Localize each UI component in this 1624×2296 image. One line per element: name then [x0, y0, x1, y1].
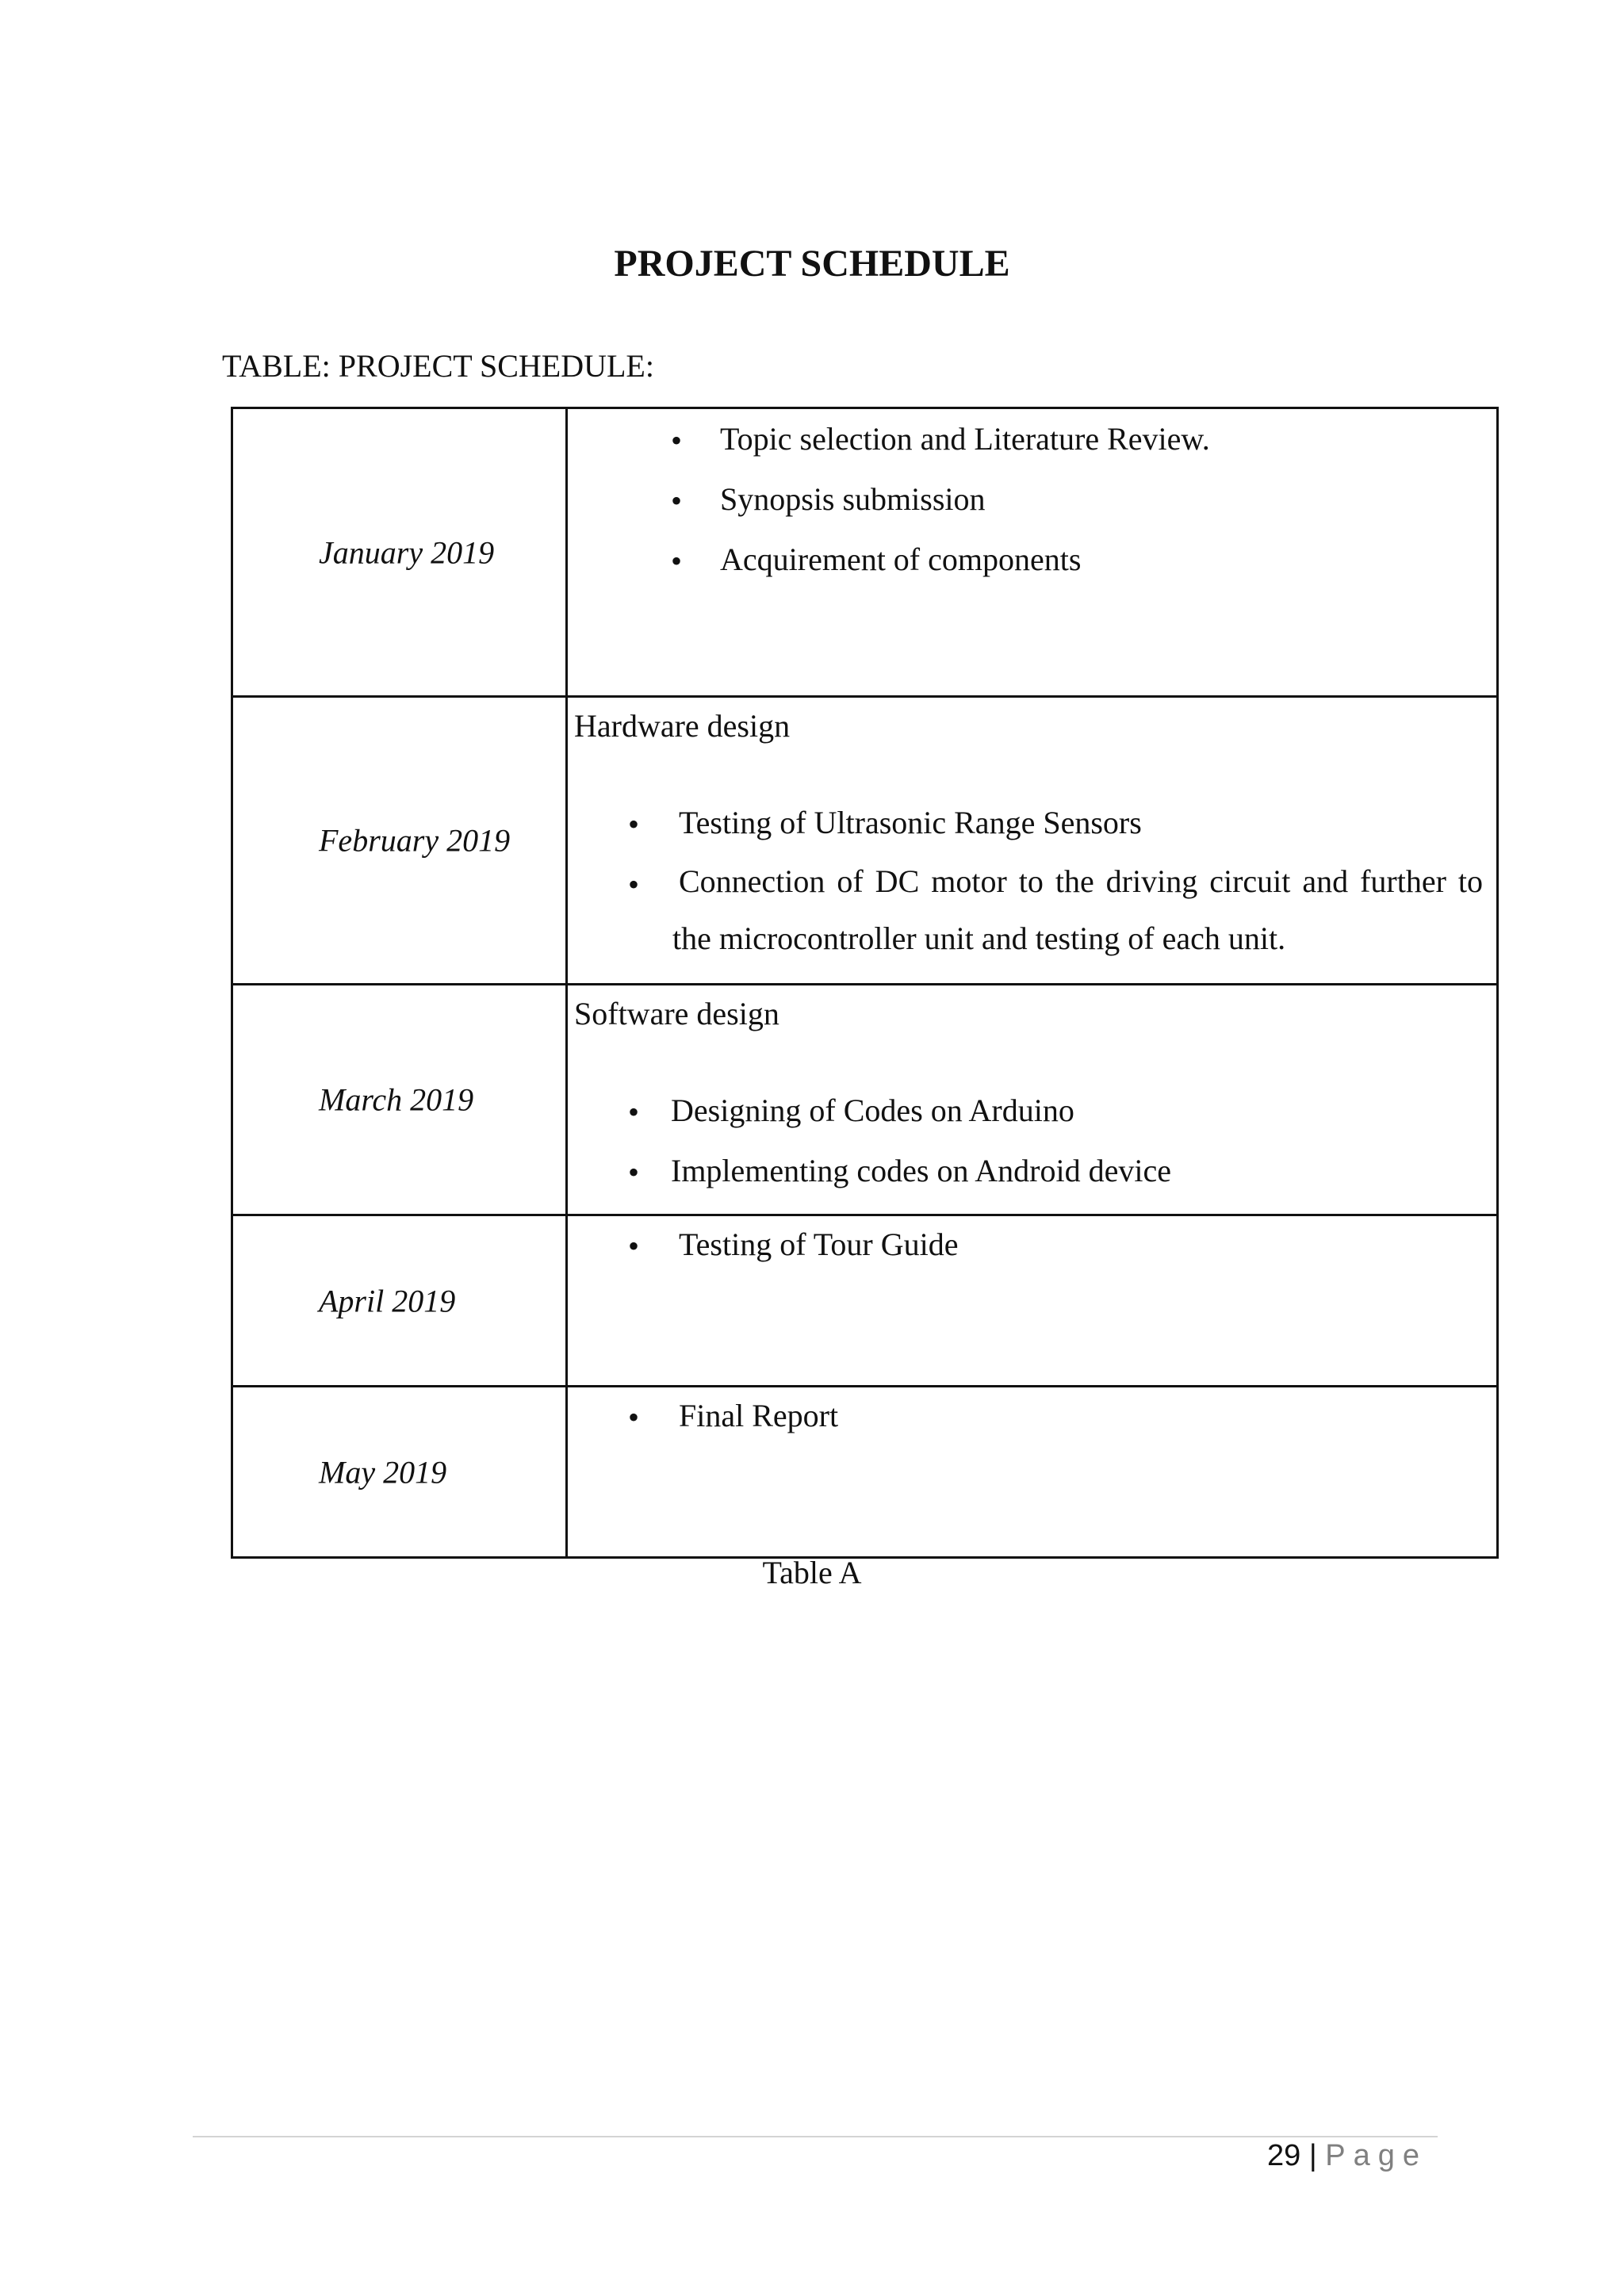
bullet-icon: •: [628, 1228, 640, 1264]
bullet-icon: •: [628, 1094, 640, 1130]
month-label: April 2019: [319, 1283, 456, 1318]
section-heading: Hardware design: [574, 708, 791, 744]
month-label: February 2019: [319, 822, 511, 859]
list-item: Implementing codes on Android device: [671, 1153, 1171, 1188]
month-label: March 2019: [319, 1081, 474, 1118]
activity-cell: [567, 697, 1498, 985]
bullet-icon: •: [628, 1154, 640, 1190]
list-item: Synopsis submission: [720, 481, 986, 517]
month-cell: [232, 697, 567, 985]
page-number: [1267, 2139, 1427, 2173]
section-heading: Software design: [574, 996, 779, 1031]
list-item: Testing of Ultrasonic Range Sensors: [679, 805, 1142, 840]
month-cell: [232, 1387, 567, 1558]
table-row: [232, 1387, 1498, 1558]
month-cell: [232, 985, 567, 1215]
table-caption: Table A: [762, 1555, 862, 1590]
page-number-value: 29: [1266, 2139, 1301, 2172]
month-label: May 2019: [319, 1454, 447, 1490]
activity-cell: [567, 985, 1498, 1215]
bullet-icon: •: [628, 867, 640, 902]
bullet-icon: •: [671, 543, 683, 579]
activity-cell: [567, 408, 1498, 697]
footer-divider: [193, 2136, 1438, 2137]
month-cell: [232, 408, 567, 697]
table-row: [232, 408, 1498, 697]
list-item: Testing of Tour Guide: [679, 1226, 959, 1262]
month-label: January 2019: [319, 534, 495, 570]
month-cell: [232, 1215, 567, 1387]
activity-cell: [567, 1215, 1498, 1387]
page-word: Page: [1325, 2139, 1427, 2172]
table-caption-top: TABLE: PROJECT SCHEDULE:: [222, 348, 654, 384]
table-row: [232, 1215, 1498, 1387]
page-number-separator: |: [1308, 2139, 1317, 2172]
list-item: Acquirement of components: [720, 541, 1082, 577]
list-item: Final Report: [679, 1398, 839, 1433]
list-item: Connection of DC motor to the driving circuit and further to the microcontroller unit and testing of each unit.: [672, 863, 1483, 956]
page-title: PROJECT SCHEDULE: [614, 243, 1010, 285]
activity-cell: [567, 1387, 1498, 1558]
list-item: Topic selection and Literature Review.: [720, 421, 1210, 457]
bullet-icon: •: [628, 1399, 640, 1435]
schedule-table: [231, 407, 1499, 1559]
table-row: [232, 985, 1498, 1215]
bullet-icon: •: [628, 806, 640, 842]
bullet-icon: •: [671, 423, 683, 458]
table-row: [232, 697, 1498, 985]
bullet-icon: •: [671, 483, 683, 519]
list-item: Designing of Codes on Arduino: [671, 1093, 1074, 1128]
